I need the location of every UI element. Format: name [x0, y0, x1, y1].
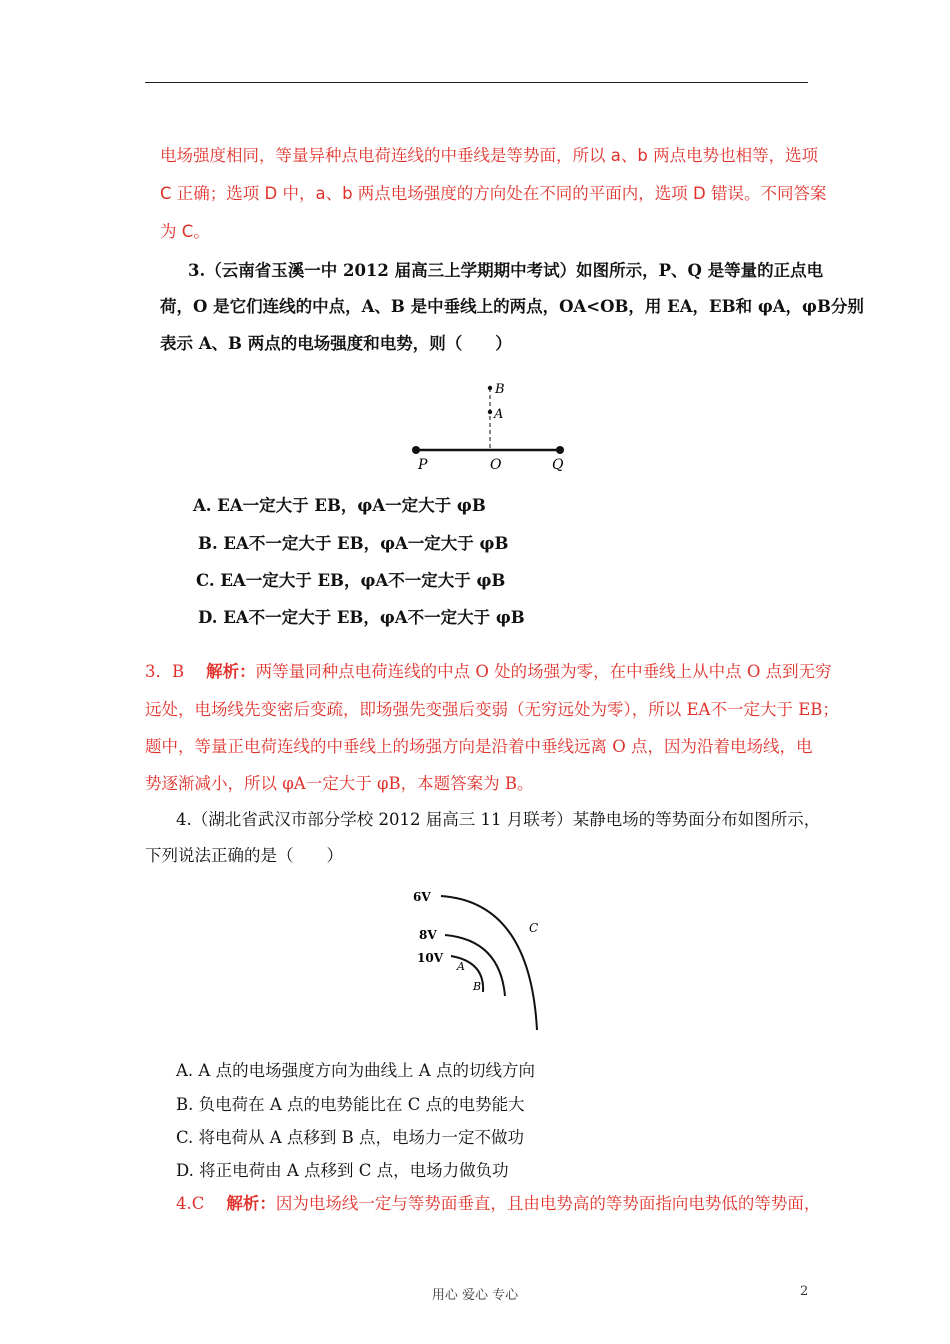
label-c: C — [529, 921, 539, 935]
q3-answer-line-3: 题中，等量正电荷连线的中垂线上的场强方向是沿着中垂线远离 O 点，因为沿着电场线，电 — [145, 737, 813, 756]
point-a — [488, 410, 492, 414]
q3-answer-line-4: 势逐渐减小，所以 φA一定大于 φB，本题答案为 B。 — [145, 774, 534, 793]
charge-p — [412, 446, 420, 454]
label-6v: 6V — [413, 890, 431, 904]
q3-stem-line-3: 表示 A、B 两点的电场强度和电势，则（ ） — [160, 334, 512, 353]
q4-option-c: C. 将电荷从 A 点移到 B 点，电场力一定不做功 — [176, 1128, 525, 1147]
label-o: O — [490, 457, 502, 473]
label-a: A — [457, 960, 465, 973]
equipotential-6v — [441, 896, 537, 1030]
q3-option-d: D. EA不一定大于 EB，φA不一定大于 φB — [198, 608, 525, 627]
prev-answer-line-2: C 正确；选项 D 中，a、b 两点电场强度的方向处在不同的平面内，选项 D 错误。不同答案 — [160, 184, 827, 203]
label-10v: 10V — [417, 951, 444, 965]
q3-option-b: B. EA不一定大于 EB，φA一定大于 φB — [198, 534, 509, 553]
label-8v: 8V — [419, 928, 437, 942]
q3-option-c: C. EA一定大于 EB，φA不一定大于 φB — [196, 571, 506, 590]
q4-stem-line-1: 4.（湖北省武汉市部分学校 2012 届高三 11 月联考）某静电场的等势面分布如图所示， — [176, 810, 821, 829]
point-b — [488, 386, 492, 390]
q4-stem-line-2: 下列说法正确的是（ ） — [145, 846, 343, 865]
label-q: Q — [552, 457, 564, 473]
label-a: A — [494, 407, 504, 422]
q3-stem-line-1: 3.（云南省玉溪一中 2012 届高三上学期期中考试）如图所示，P、Q 是等量的正点电 — [188, 261, 824, 280]
q4-equipotential-figure — [405, 880, 555, 1035]
q4-answer-number: 4.C — [176, 1194, 205, 1213]
q3-option-a: A. EA一定大于 EB，φA一定大于 φB — [193, 496, 486, 515]
charge-q — [556, 446, 564, 454]
header-rule — [145, 82, 808, 83]
q3-answer-tag: 解析： — [206, 662, 256, 681]
label-b: B — [473, 980, 482, 993]
q4-answer-line — [176, 1194, 820, 1214]
q3-answer-text-1: 两等量同种点电荷连线的中点 O 处的场强为零，在中垂线上从中点 O 点到无穷 — [255, 662, 832, 681]
q4-answer-tag: 解析： — [226, 1194, 276, 1213]
q3-stem-line-2: 荷，O 是它们连线的中点，A、B 是中垂线上的两点，OA<OB，用 EA，EB和 φA，φB分别 — [160, 297, 864, 316]
q3-answer-line-2: 远处，电场线先变密后变疏，即场强先变强后变弱（无穷远处为零），所以 EA不一定大于 EB； — [145, 700, 839, 719]
q4-answer-text: 因为电场线一定与等势面垂直，且由电势高的等势面指向电势低的等势面， — [275, 1194, 821, 1213]
q4-option-d: D. 将正电荷由 A 点移到 C 点，电场力做负功 — [176, 1161, 509, 1180]
q4-option-a: A. A 点的电场强度方向为曲线上 A 点的切线方向 — [176, 1061, 535, 1080]
q3-answer-line-1 — [145, 662, 832, 682]
page-footer: 用心 爱心 专心 — [431, 1288, 519, 1303]
label-p: P — [418, 457, 428, 473]
q3-charge-figure — [400, 374, 580, 474]
q4-option-b: B. 负电荷在 A 点的电势能比在 C 点的电势能大 — [176, 1095, 525, 1114]
prev-answer-line-1: 电场强度相同，等量异种点电荷连线的中垂线是等势面，所以 a、b 两点电势也相等，选项 — [160, 146, 819, 165]
q3-answer-number: 3．B — [145, 662, 185, 681]
page-number: 2 — [800, 1284, 809, 1299]
prev-answer-line-3: 为 C。 — [160, 222, 210, 241]
label-b: B — [495, 382, 505, 397]
